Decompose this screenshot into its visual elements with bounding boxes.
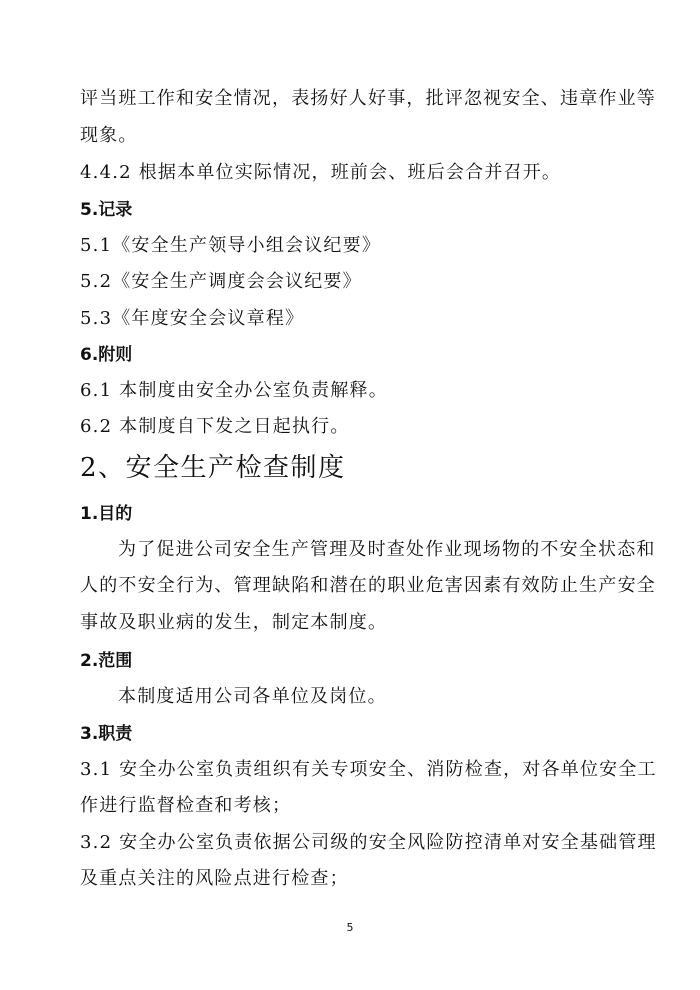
paragraph-line: 本制度适用公司各单位及岗位。: [118, 686, 387, 707]
paragraph-line: 3.2 安全办公室负责依据公司级的安全风险防控清单对安全基础管理: [80, 832, 657, 853]
list-item: 6.2 本制度自下发之日起执行。: [80, 416, 350, 437]
list-item: 6.1 本制度由安全办公室负责解释。: [80, 380, 388, 401]
page-number: 5: [346, 921, 354, 934]
section-heading-records: 5.记录: [80, 200, 133, 220]
section-heading-duties: 3.职责: [80, 724, 133, 744]
section-heading-appendix: 6.附则: [80, 345, 133, 365]
list-item: 5.3《年度安全会议章程》: [80, 308, 305, 329]
section-heading-purpose: 1.目的: [80, 504, 133, 524]
paragraph-line: 及重点关注的风险点进行检查；: [80, 868, 349, 889]
text-line: 评当班工作和安全情况，表扬好人好事，批评忽视安全、违章作业等: [80, 88, 656, 109]
chapter-title: 2、安全生产检查制度: [80, 453, 346, 483]
paragraph-line: 为了促进公司安全生产管理及时查处作业现场物的不安全状态和: [118, 539, 656, 560]
list-item: 5.2《安全生产调度会会议纪要》: [80, 271, 362, 292]
paragraph-line: 3.1 安全办公室负责组织有关专项安全、消防检查，对各单位安全工: [80, 759, 657, 780]
paragraph-line: 作进行监督检查和考核；: [80, 795, 292, 816]
text-line: 4.4.2 根据本单位实际情况，班前会、班后会合并召开。: [80, 162, 562, 183]
paragraph-line: 人的不安全行为、管理缺陷和潜在的职业危害因素有效防止生产安全: [80, 575, 656, 596]
paragraph-line: 事故及职业病的发生，制定本制度。: [80, 612, 388, 633]
list-item: 5.1《安全生产领导小组会议纪要》: [80, 235, 382, 256]
text-line: 现象。: [80, 125, 138, 146]
section-heading-scope: 2.范围: [80, 651, 133, 671]
